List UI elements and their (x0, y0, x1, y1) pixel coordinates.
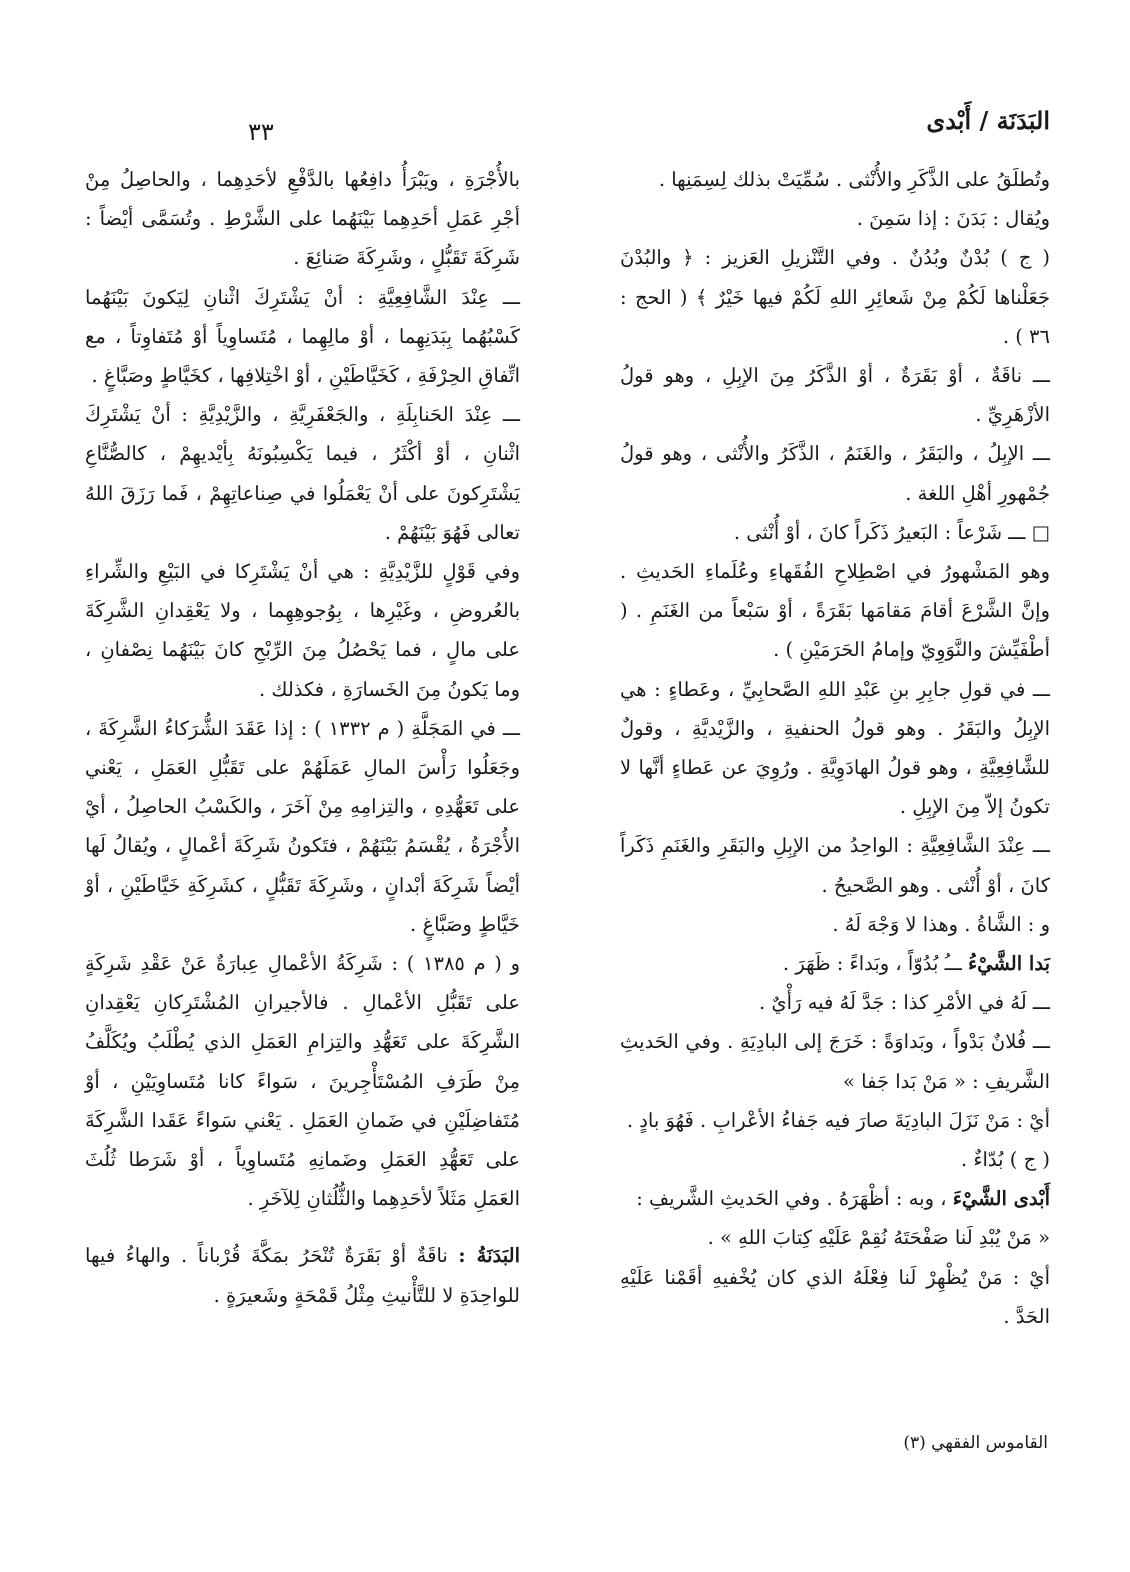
paragraph: □ ـــ شَرْعاً : البَعيرُ ذَكَراً كانَ ، أوْ أُنْثى . (733, 520, 1050, 544)
paragraph: و ( م ١٣٨٥ ) : شَرِكَةُ الأعْمالِ عِبارَةٌ عَنْ عَقْدِ شَرِكَةٍ على تَقَبُّلِ الأعْمالِ . فالأجيرانِ المُشْتَرِكانِ يَعْقِدانِ الشَّرِكَةَ على تَعَهُّدِ والتِزامِ العَمَلِ الذي يُطْلَبُ ويُكَلَّفُ مِنْ طَرَفِ المُسْتَأْجِرينَ ، سَواءً كانا مُتَساوِيَيْنِ ، أوْ مُتَفاضِلَيْنِ في ضَمانِ العَمَلِ . يَعْني سَواءً عَقَدا الشَّرِكَةَ على تَعَهُّدِ العَمَلِ وضَمانِهِ مُتَساوِياً ، أوْ شَرَطا ثُلُثَ العَمَلِ مَثَلاً لأحَدِهِما والثُّلُثانِ لِلآخَرِ . (85, 952, 520, 1211)
paragraph: وتُطلَقُ على الذَّكَرِ والأُنْثى . سُمِّيَتْ بذلك لِسِمَنِها . (658, 168, 1050, 191)
paragraph: ـــ عِنْدَ الشَّافِعِيَّةِ : أنْ يَشْتَرِكَ اثْنانِ لِيَكونَ بَيْنَهُما كَسْبُهُما بِبَدَنِهِما ، أوْ مالِهِما ، مُتَساوِياً أوْ مُتَفاوِتاً ، مع اتِّفاقِ الحِرْفَةِ ، كَخَيَّاطَيْنِ ، أوْ اخْتِلافِها ، كخَيَّاطٍ وصَبَّاغٍ . (85, 285, 520, 388)
left-column (85, 160, 520, 1315)
paragraph: ـــ ناقَةٌ ، أوْ بَقَرَةٌ ، أوْ الذَّكَرُ مِنَ الإبِلِ ، وهو قولُ الأزْهَرِيِّ . (620, 364, 1050, 427)
paragraph: ـــ لَهُ في الأمْرِ كذا : جَدَّ لَهُ فيه رَأْيٌ . (759, 991, 1050, 1015)
entry-text: ناقَةٌ أوْ بَقَرَةٌ تُنْحَرُ بمَكَّةَ قُرْباناً . والهاءُ فيها للواحِدَةِ لا للتَّأْنيثِ مِثْلُ قَمْحَةٍ وشَعيرَةٍ . (85, 1244, 520, 1307)
entry-headword: البَدَنَةُ : (458, 1244, 520, 1268)
paragraph: « مَنْ يُبْدِ لَنا صَفْحَتَهُ نُقِمْ عَلَيْهِ كِتابَ اللهِ » . (707, 1226, 1050, 1250)
paragraph: ويُقال : بَدَنَ : إذا سَمِنَ . (856, 207, 1050, 231)
right-column (620, 160, 1050, 1336)
paragraph: أيْ : مَنْ يُظْهِرْ لَنا فِعْلَهُ الذي كان يُخْفيهِ أقَمْنا عَلَيْهِ الحَدَّ . (620, 1265, 1050, 1328)
entry-bada (620, 944, 1050, 983)
entry-badana (85, 1236, 520, 1314)
footer-note: القاموس الفقهي (٣) (903, 1433, 1048, 1453)
paragraph: ـــ فُلانٌ بَدْواً ، وبَداوَةً : خَرَجَ إلى البادِيَةِ . وفي الحَديثِ الشَّريفِ : « مَنْ بَدا جَفا » (620, 1030, 1050, 1093)
paragraph: ـــ في قولِ جابِرِ بنِ عَبْدِ اللهِ الصَّحابِيِّ ، وعَطاءٍ : هي الإبِلُ والبَقَرُ . وهو قولُ الحنفيةِ ، والزَّيْديَّةِ ، وقولٌ للشَّافِعِيَّةِ ، وهو قولُ الهادَوِيَّةِ . ورُوِيَ عن عَطاءٍ أنَّها لا تكونُ إلاّ مِنَ الإبِلِ . (620, 677, 1050, 819)
paragraph: و : الشَّاةُ . وهذا لا وَجْهَ لَهُ . (832, 912, 1050, 936)
entry-headword: بَدا الشَّيْءُ (967, 952, 1050, 976)
entry-abda (620, 1179, 1050, 1218)
paragraph: ـــ عِنْدَ الشَّافِعِيَّةِ : الواحِدُ من الإبِلِ والبَقَرِ والغَنَمِ ذَكَراً كانَ ، أوْ أُنْثى . وهو الصَّحيحُ . (620, 834, 1050, 897)
running-head: البَدَنَة / أَبْدى (926, 106, 1050, 135)
paragraph: ـــ عِنْدَ الحَنابِلَةِ ، والجَعْفَرِيَّةِ ، والزَّيْدِيَّةِ : أنْ يَشْتَرِكَ اثْنانِ ، أوْ أكْثَرُ ، فيما يَكْسِبُونَهُ بِأيْديهِمْ ، كالصُّنَّاعِ يَشْتَرِكونَ على أنْ يَعْمَلُوا في صِناعاتِهِمْ ، فَما رَزَقَ اللهُ تعالى فَهُوَ بَيْنَهُمْ . (85, 403, 520, 544)
entry-text: ـــُ بُدُوّاً ، وبَداءً : ظَهَرَ . (782, 952, 962, 976)
paragraph: ـــ في المَجَلَّةِ ( م ١٣٣٢ ) : إذا عَقَدَ الشُّرَكاءُ الشَّرِكَةَ ، وجَعَلُوا رَأْسَ المالِ عَمَلَهُمْ على تَقَبُّلِ العَمَلِ ، يَعْني على تَعَهُّدِهِ ، والتِزامِهِ مِنْ آخَرَ ، والكَسْبُ الحاصِلُ ، أيْ الأُجْرَةُ ، يُقْسَمُ بَيْنَهُمْ ، فتَكونُ شَرِكَةَ أعْمالٍ ، ويُقالُ لَها أيْضاً شَرِكَةَ أبْدانٍ ، وشَرِكَةَ تَقَبُّلٍ ، كشَرِكَةِ خَيَّاطَيْنِ ، أوْ خَيَّاطٍ وصَبَّاغٍ . (85, 716, 520, 936)
paragraph: ( ج ) بُدْنٌ وبُدُنٌ . وفي التَّنْزيلِ العَزيز : ﴿ والبُدْنَ جَعَلْناها لَكُمْ مِنْ شَعائِرِ اللهِ لَكُمْ فيها خَيْرٌ ﴾ ( الحج : ٣٦ ) . (620, 246, 1050, 348)
paragraph: وهو المَشْهورُ في اصْطِلاحِ الفُقَهاءِ وعُلَماءِ الحَديثِ . وإنَّ الشَّرْعَ أقامَ مَقامَها بَقَرَةً ، أوْ سَبْعاً من الغَنَمِ . ( أطْفَيِّشَ والنَّوَوِيّ وإمامُ الحَرَمَيْنِ ) . (620, 560, 1050, 662)
entry-text: ، وبه : أظْهَرَهُ . وفي الحَديثِ الشَّريفِ : (636, 1187, 947, 1211)
entry-headword: أَبْدى الشَّيْءَ (952, 1187, 1050, 1211)
paragraph: ( ج ) بُدّاءٌ . (960, 1148, 1050, 1172)
spacer (85, 1218, 520, 1236)
paragraph: ـــ الإبِلُ ، والبَقَرُ ، والغَنَمُ ، الذَّكَرُ والأُنْثى ، وهو قولُ جُمْهورِ أهْلِ اللغة . (620, 442, 1050, 505)
paragraph: وفي قَوْلٍ للزَّيْدِيَّةِ : هي أنْ يَشْتَرِكا في البَيْعِ والشِّراءِ بالعُروضِ ، وغَيْرِها ، بِوُجوهِهِما ، ولا يَعْقِدانِ الشَّرِكَةَ على مالٍ ، فما يَحْصُلُ مِنَ الرِّبْحِ كانَ بَيْنَهُما نِصْفانِ ، وما يَكونُ مِنَ الخَسارَةِ ، فكذلك . (85, 560, 520, 701)
page-number: ٣٣ (248, 118, 274, 146)
paragraph: بالأُجْرَةِ ، ويَبْرَأُ دافِعُها بالدَّفْعِ لأحَدِهِما ، والحاصِلُ مِنْ أجْرِ عَمَلِ أحَدِهِما بَيْنَهُما على الشَّرْطِ . وتُسَمَّى أيْضاً : شَرِكَةَ تَقَبُّلٍ ، وشَرِكَةَ صَنائِعَ . (85, 168, 520, 270)
paragraph: أيْ : مَنْ نَزَلَ البادِيَةَ صارَ فيه جَفاءُ الأعْرابِ . فَهُوَ بادٍ . (626, 1108, 1050, 1132)
